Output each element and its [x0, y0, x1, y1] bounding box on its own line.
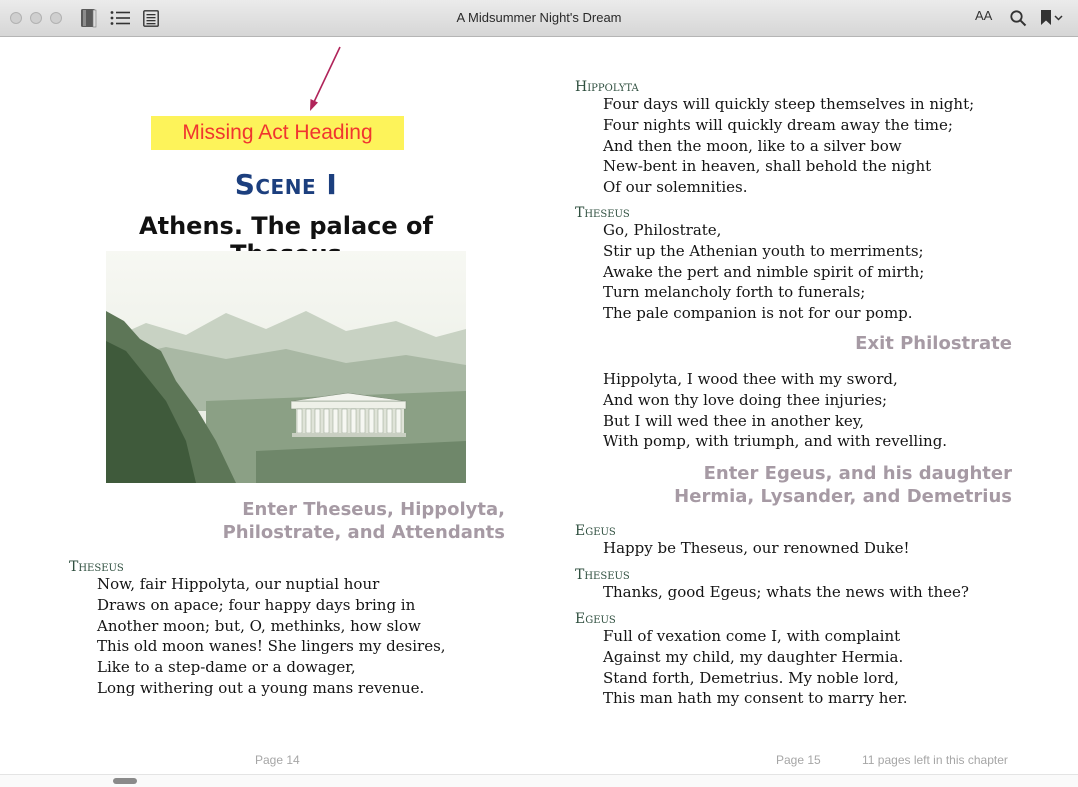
speech-lines: Four days will quickly steep themselves in night; Four nights will quickly dream away the time; And then the moon, like to a silver bow New-bent in heaven, shall behold the night Of our solemnities.: [603, 95, 975, 197]
scrollbar-thumb[interactable]: [113, 778, 137, 784]
scene-title: Scene I: [234, 168, 338, 201]
stage-direction-enter-theseus: Enter Theseus, Hippolyta, Philostrate, and Attendants: [222, 499, 505, 543]
speech-lines: Now, fair Hippolyta, our nuptial hour Draws on apace; four happy days bring in Another moon; but, O, methinks, how slow This old moon wanes! She lingers my desires, Like to a step-dame or a dowager, Long withering out a young mans revenue.: [97, 575, 446, 697]
speech-lines: Thanks, good Egeus; whats the news with thee?: [603, 583, 969, 601]
missing-act-heading-callout: Missing Act Heading: [151, 116, 404, 150]
speech-lines: Hippolyta, I wood thee with my sword, And won thy love doing thee injuries; But I will wed thee in another key, With pomp, with triumph, and with revelling.: [603, 370, 948, 451]
page-number-left: Page 14: [255, 753, 300, 767]
title-bar: [0, 0, 1078, 37]
pages-left-in-chapter: 11 pages left in this chapter: [862, 753, 1008, 767]
page-number-right: Page 15: [776, 753, 821, 767]
speaker-hippolyta: Hippolyta: [575, 79, 639, 95]
speaker-egeus: Egeus: [575, 523, 616, 539]
athens-illustration: [106, 251, 466, 483]
speech-lines: Happy be Theseus, our renowned Duke!: [603, 539, 910, 557]
speaker-theseus: Theseus: [575, 567, 630, 583]
horizontal-scrollbar[interactable]: [0, 774, 1078, 787]
stage-direction-enter-egeus: Enter Egeus, and his daughter Hermia, Lysander, and Demetrius: [674, 463, 1012, 507]
bookmark-icon[interactable]: [1040, 10, 1066, 30]
location-heading: Athens. The palace of: [139, 212, 433, 240]
window-title: A Midsummer Night's Dream: [456, 10, 622, 25]
stage-direction-exit-philostrate: Exit Philostrate: [855, 333, 1012, 354]
speech-lines: Go, Philostrate, Stir up the Athenian youth to merriments; Awake the pert and nimble spirit of mirth; Turn melancholy forth to funerals; The pale companion is not for our pomp.: [603, 221, 925, 323]
font-size-icon[interactable]: AA: [975, 8, 993, 23]
speech-lines: Full of vexation come I, with complaint Against my child, my daughter Hermia. Stand forth, Demetrius. My noble lord, This man hath my consent to marry her.: [603, 627, 908, 708]
speaker-theseus: Theseus: [575, 205, 630, 221]
temple: [291, 393, 406, 437]
annotation-arrow: [300, 44, 350, 114]
search-icon[interactable]: [1010, 10, 1027, 31]
speaker-egeus: Egeus: [575, 611, 616, 627]
speaker-theseus: Theseus: [69, 559, 124, 575]
